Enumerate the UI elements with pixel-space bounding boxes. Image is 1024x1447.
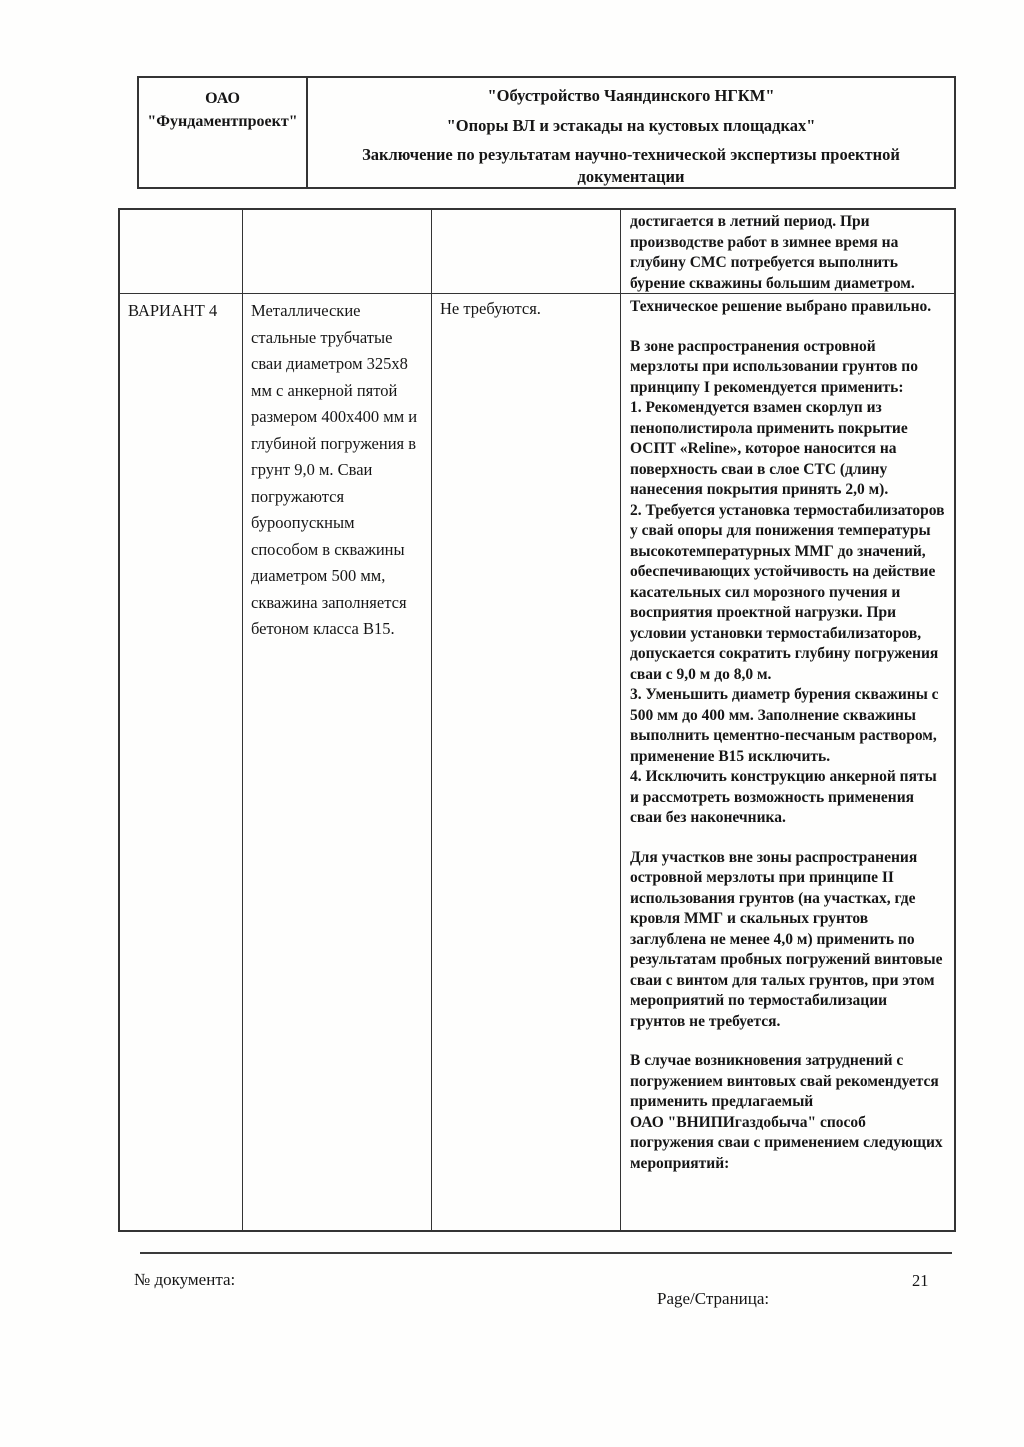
empty-cell — [432, 210, 621, 294]
document-number-label: № документа: — [134, 1270, 236, 1289]
conclusion-paragraph: В зоне распространения островной мерзлоты при использовании грунтов по принципу I рекомендуется применить: — [630, 337, 918, 396]
project-title: "Обустройство Чаяндинского НГКМ" — [487, 86, 775, 105]
conclusion-cell — [621, 294, 954, 1230]
document-type-title: Заключение по результатам научно-технической экспертизы проектной документации — [362, 145, 900, 186]
project-subtitle: "Опоры ВЛ и эстакады на кустовых площадках" — [446, 116, 816, 135]
conclusion-paragraph — [630, 318, 946, 337]
conclusion-paragraph: Для участков вне зоны распространения островной мерзлоты при принципе II использования грунтов (на участках, где кровля ММГ и скальных грунтов заглублена не менее 4,0 м) применить по результатам пробных погружений винтовые сваи с винтом для талых грунтов, при этом мероприятий по термостабилизации грунтов не требуется. — [630, 848, 943, 1030]
conclusion-paragraph: 3. Уменьшить диаметр бурения скважины с 500 мм до 400 мм. Заполнение скважины выполнить цементно-песчаным раствором, применение В15 исключить. — [630, 686, 939, 765]
measures-cell: Не требуются. — [432, 294, 621, 1230]
conclusion-paragraph — [630, 1032, 946, 1051]
conclusion-paragraph: 4. Исключить конструкцию анкерной пяты и рассмотреть возможность применения сваи без наконечника. — [630, 768, 937, 826]
conclusion-paragraph: Техническое решение выбрано правильно. — [630, 298, 932, 315]
variant-cell: ВАРИАНТ 4 — [120, 294, 243, 1230]
conclusion-continuation-cell: достигается в летний период. При производстве работ в зимнее время на глубину СМС потребуется выполнить бурение скважины большим диаметром. — [621, 210, 954, 294]
conclusion-paragraph: В случае возникновения затруднений с погружением винтовых свай рекомендуется применить предлагаемый ОАО "ВНИПИгаздобыча" способ погружения сваи с применением следующих мероприятий: — [630, 1052, 943, 1172]
description-cell: Металлические стальные трубчатые сваи диаметром 325x8 мм с анкерной пятой размером 400x400 мм и глубиной погружения в грунт 9,0 м. Сваи погружаются буроопускным способом в скважины диаметром 500 мм, скважина заполняется бетоном класса В15. — [243, 294, 432, 1230]
footer-divider — [140, 1252, 952, 1254]
conclusion-paragraph — [630, 829, 946, 848]
empty-cell — [243, 210, 432, 294]
page-number: 21 — [912, 1271, 929, 1290]
header-org-cell — [139, 78, 308, 187]
org-name-line1: ОАО — [205, 90, 240, 107]
conclusion-paragraph: 1. Рекомендуется взамен скорлуп из пенополистирола применить покрытие ОСПТ «Reline», которое наносится на поверхность сваи в слое СТС (длину нанесения покрытия принять 2,0 м). — [630, 399, 908, 498]
expertise-review-table — [118, 208, 956, 1232]
conclusion-paragraph: 2. Требуется установка термостабилизаторов у свай опоры для понижения температуры высокотемпературных ММГ до значений, обеспечивающих устойчивость на действие касательных сил морозного пучения и восприятия проектной нагрузки. При условии установки термостабилизаторов, допускается сократить глубину погружения сваи с 9,0 м до 8,0 м. — [630, 501, 945, 683]
empty-cell — [120, 210, 243, 294]
org-name-line2: "Фундаментпроект" — [147, 113, 298, 130]
header-title-cell — [308, 78, 954, 187]
document-header-table — [137, 76, 956, 189]
page-label: Page/Страница: — [657, 1289, 770, 1308]
